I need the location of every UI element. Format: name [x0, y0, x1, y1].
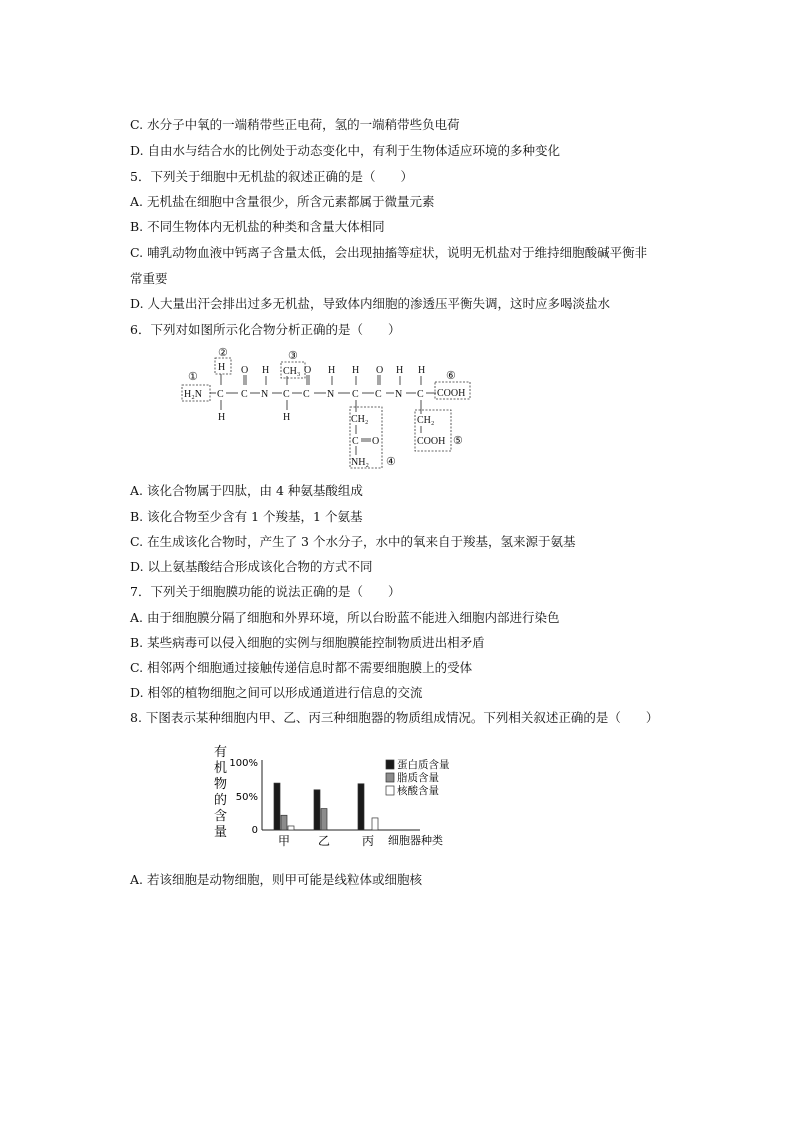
- svg-text:C: C: [217, 389, 224, 400]
- q7-option-b: B. 某些病毒可以侵入细胞的实例与细胞膜能控制物质进出相矛盾: [130, 635, 485, 650]
- x-tick-label: 丙: [362, 834, 375, 848]
- q5-option-c: C. 哺乳动物血液中钙离子含量太低，会出现抽搐等症状，说明无机盐对于维持细胞酸碱平衡非: [130, 245, 648, 260]
- label-2: ②: [218, 347, 228, 359]
- legend-swatch: [386, 786, 394, 795]
- label-4: ④: [386, 456, 396, 468]
- q5-option-c-cont: 常重要: [130, 271, 168, 286]
- y-axis-label-char: 机: [214, 761, 228, 776]
- q8-option-a: A. 若该细胞是动物细胞，则甲可能是线粒体或细胞核: [130, 872, 422, 887]
- svg-text:C: C: [303, 389, 310, 400]
- ch2-text-4: CH₂: [351, 414, 369, 425]
- side-carboxyl-text: COOH: [417, 436, 446, 447]
- svg-text:H: H: [262, 365, 270, 376]
- q7-option-d: D. 相邻的植物细胞之间可以形成通道进行信息的交流: [130, 685, 423, 700]
- svg-text:C: C: [241, 389, 248, 400]
- ytick-100: 100%: [229, 758, 258, 769]
- svg-text:H: H: [283, 412, 291, 423]
- svg-text:C: C: [417, 389, 424, 400]
- q7-option-c: C. 相邻两个细胞通过接触传递信息时都不需要细胞膜上的受体: [130, 660, 473, 675]
- label-1: ①: [188, 371, 198, 383]
- ytick-0: 0: [251, 825, 258, 836]
- bar-乙-1: [321, 809, 327, 830]
- bar-丙-2: [372, 818, 378, 830]
- svg-text:O: O: [241, 365, 249, 376]
- q5-option-b: B. 不同生物体内无机盐的种类和含量大体相同: [130, 219, 385, 234]
- legend-label: 蛋白质含量: [397, 759, 450, 771]
- x-tick-label: 乙: [318, 834, 331, 848]
- line-c-water: C. 水分子中氧的一端稍带些正电荷，氢的一端稍带些负电荷: [130, 117, 460, 132]
- svg-text:H: H: [352, 365, 360, 376]
- ch2-text-5: CH₂: [417, 415, 435, 426]
- methyl-text: CH₃: [283, 366, 301, 377]
- q6-option-c: C. 在生成该化合物时，产生了 3 个水分子，水中的氧来自于羧基，氢来源于氨基: [130, 534, 576, 549]
- ytick-50: 50%: [235, 792, 258, 803]
- svg-text:H: H: [218, 362, 226, 373]
- question-7: 7．下列关于细胞膜功能的说法正确的是（ ）: [130, 584, 401, 599]
- label-6: ⑥: [446, 370, 456, 382]
- legend-swatch: [386, 773, 394, 782]
- svg-text:C: C: [352, 389, 359, 400]
- bar-乙-0: [314, 790, 320, 830]
- y-axis-label-char: 物: [214, 777, 228, 792]
- label-5: ⑤: [453, 435, 463, 447]
- carboxyl-text: COOH: [437, 388, 466, 399]
- organelle-composition-chart: [200, 740, 460, 850]
- svg-text:C: C: [352, 436, 359, 447]
- y-axis-label-char: 的: [214, 793, 228, 808]
- svg-text:H: H: [418, 365, 426, 376]
- q5-option-d: D. 人大量出汗会排出过多无机盐，导致体内细胞的渗透压平衡失调，这时应多喝淡盐水: [130, 296, 611, 311]
- svg-text:C: C: [375, 389, 382, 400]
- legend-label: 核酸含量: [397, 785, 439, 797]
- q6-option-a: A. 该化合物属于四肽，由 4 种氨基酸组成: [130, 483, 363, 498]
- q6-option-b: B. 该化合物至少含有 1 个羧基，1 个氨基: [130, 509, 363, 524]
- q7-option-a: A. 由于细胞膜分隔了细胞和外界环境，所以台盼蓝不能进入细胞内部进行染色: [130, 610, 560, 625]
- legend-label: 脂质含量: [397, 772, 439, 784]
- svg-text:H: H: [328, 365, 336, 376]
- question-6: 6．下列对如图所示化合物分析正确的是（ ）: [130, 322, 401, 337]
- svg-text:C: C: [283, 389, 290, 400]
- x-axis-label: 细胞器种类: [388, 834, 443, 847]
- bar-甲-0: [274, 783, 280, 830]
- peptide-structure-diagram: [170, 340, 490, 475]
- svg-text:N: N: [261, 389, 269, 400]
- svg-text:O: O: [376, 365, 384, 376]
- q5-option-a: A. 无机盐在细胞中含量很少，所含元素都属于微量元素: [130, 194, 435, 209]
- svg-text:N: N: [395, 389, 403, 400]
- svg-text:H: H: [396, 365, 404, 376]
- svg-text:N: N: [327, 389, 335, 400]
- amino-group-text: H₂N: [184, 389, 202, 400]
- y-axis-label-char: 有: [214, 745, 228, 760]
- nh2-text: NH₂: [351, 457, 369, 468]
- bar-丙-0: [358, 784, 364, 830]
- label-3: ③: [288, 350, 298, 362]
- svg-text:H: H: [218, 412, 226, 423]
- y-axis-label-char: 含: [214, 809, 228, 824]
- legend-swatch: [386, 760, 394, 769]
- bar-甲-2: [288, 826, 294, 830]
- y-axis-label-char: 量: [214, 825, 228, 840]
- question-8: 8. 下图表示某种细胞内甲、乙、丙三种细胞器的物质组成情况。下列相关叙述正确的是（ ）: [130, 710, 659, 725]
- svg-text:O: O: [372, 436, 380, 447]
- svg-text:O: O: [304, 365, 312, 376]
- x-tick-label: 甲: [278, 834, 291, 848]
- q6-option-d: D. 以上氨基酸结合形成该化合物的方式不同: [130, 559, 373, 574]
- line-d-water: D. 自由水与结合水的比例处于动态变化中，有利于生物体适应环境的多种变化: [130, 143, 561, 158]
- question-5: 5．下列关于细胞中无机盐的叙述正确的是（ ）: [130, 169, 413, 184]
- bar-甲-1: [281, 815, 287, 830]
